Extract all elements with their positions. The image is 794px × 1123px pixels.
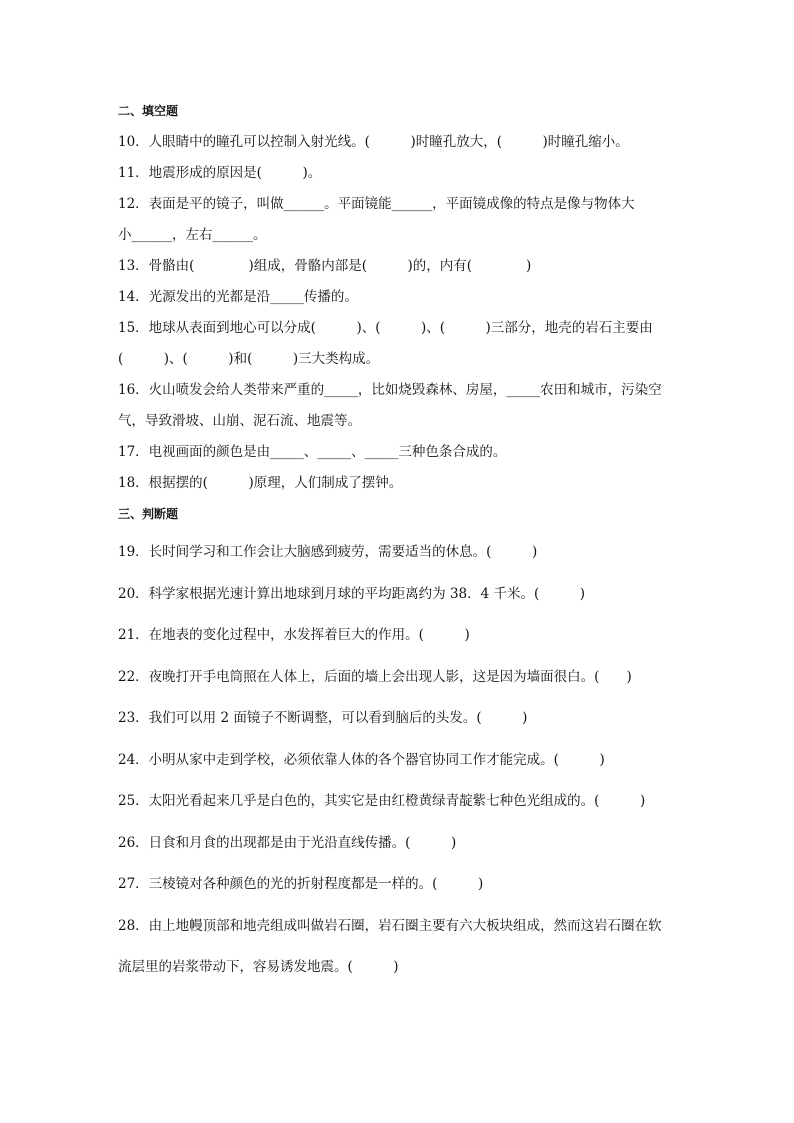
question-17-line: 17．电视画面的颜色是由_____、_____、_____三种色条合成的。 (118, 444, 507, 460)
judge-section-heading: 三、判断题 (118, 507, 179, 521)
question-27-line: 27．三棱镜对各种颜色的光的折射程度都是一样的。( ) (118, 876, 484, 892)
question-23-line: 23．我们可以用 2 面镜子不断调整，可以看到脑后的头发。( ) (118, 710, 528, 726)
question-11-line: 11．地震形成的原因是( )。 (118, 165, 322, 181)
fill-section-heading: 二、填空题 (118, 104, 179, 118)
question-22-line: 22．夜晚打开手电筒照在人体上，后面的墙上会出现人影，这是因为墙面很白。( ) (118, 668, 632, 685)
question-12-line-2: 小______，左右______。 (118, 227, 267, 243)
question-21-line: 21．在地表的变化过程中，水发挥着巨大的作用。( ) (118, 627, 470, 643)
question-25-line: 25．太阳光看起来几乎是白色的，其实它是由红橙黄绿青靛紫七种色光组成的。( ) (118, 793, 646, 809)
question-28-line-1: 28．由上地幔顶部和地壳组成叫做岩石圈，岩石圈主要有六大板块组成，然而这岩石圈在软 (118, 917, 662, 934)
question-15-line-1: 15．地球从表面到地心可以分成( )、( )、( )三部分，地壳的岩石主要由 (118, 320, 653, 336)
true-false-section (118, 499, 688, 989)
question-26-line: 26．日食和月食的出现都是由于光沿直线传播。( ) (118, 834, 457, 851)
question-10-line: 10．人眼睛中的瞳孔可以控制入射光线。( )时瞳孔放大，( )时瞳孔缩小。 (118, 134, 629, 150)
question-19-line: 19．长时间学习和工作会让大脑感到疲劳，需要适当的休息。( ) (118, 544, 538, 560)
question-15-line-2: ( )、( )和( )三大类构成。 (118, 351, 380, 367)
question-20-line: 20．科学家根据光速计算出地球到月球的平均距离约为 38．4 千米。( ) (118, 585, 586, 602)
question-28-line-2: 流层里的岩浆带动下，容易诱发地震。( ) (118, 959, 399, 975)
fill-in-blank-section (118, 96, 688, 499)
question-13-line: 13．骨骼由( )组成，骨骼内部是( )的，内有( ) (118, 258, 532, 274)
exam-page (118, 96, 688, 989)
question-16-line-1: 16．火山喷发会给人类带来严重的_____，比如烧毁森林、房屋，_____农田和城市，污染空 (118, 382, 662, 398)
question-12-line-1: 12．表面是平的镜子，叫做______。平面镜能______，平面镜成像的特点是像与物体大 (118, 196, 635, 212)
question-16-line-2: 气，导致滑坡、山崩、泥石流、地震等。 (118, 413, 361, 429)
question-14-line: 14．光源发出的光都是沿_____传播的。 (118, 289, 358, 305)
question-18-line: 18．根据摆的( )原理，人们制成了摆钟。 (118, 475, 403, 491)
question-24-line: 24．小明从家中走到学校，必须依靠人体的各个器官协同工作才能完成。( ) (118, 751, 605, 768)
